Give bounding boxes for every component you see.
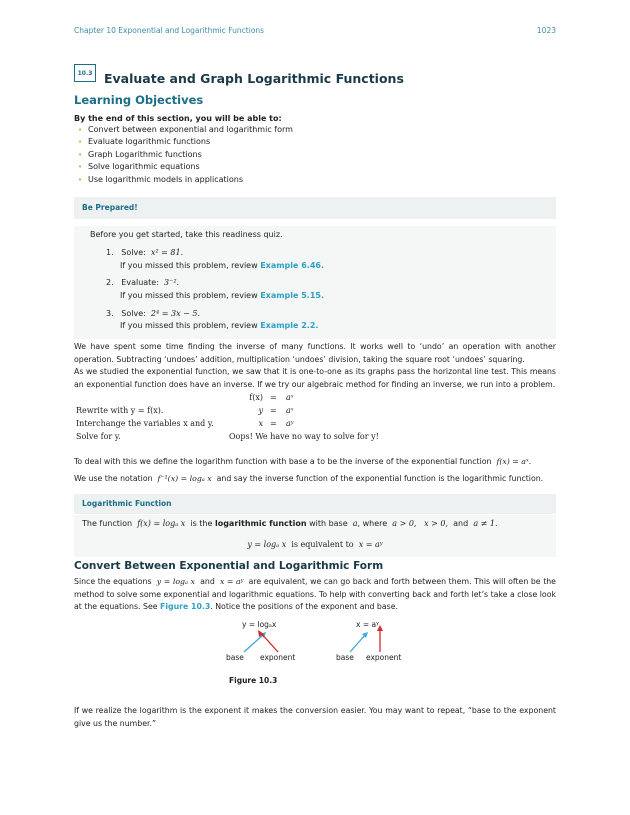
inverse-steps-table [74,393,474,453]
objectives-intro: By the end of this section, you will be able to: [74,114,282,123]
text-run: , where [357,519,388,528]
text-run: and say the inverse function of the exponential function is the logarithmic function. [216,474,544,483]
math-run: x = aʸ [219,577,244,586]
quiz-review-3 [120,321,318,330]
step-rhs: aˣ [286,393,294,402]
figure-10-3 [220,616,420,676]
log-function-box-title: Logarithmic Function [74,494,556,514]
quiz-item-2 [106,278,179,287]
step-label: Rewrite with y = f(x). [76,406,164,415]
objective-item: • Use logarithmic models in applications [78,174,293,186]
step-rhs: aˣ [286,406,294,415]
running-header-chapter: Chapter 10 Exponential and Logarithmic Functions [74,26,265,35]
quiz-num: 1. [106,248,114,257]
text-run: is equivalent to [291,540,354,549]
section-title: Evaluate and Graph Logarithmic Functions [104,71,404,86]
figure-label-exponent: exponent [366,653,402,662]
paragraph-inverse-intro: We have spent some time finding the inverse of many functions. It works well to ‘undo’ an operation with another operation. Subtracting ‘undoes’ addition, multiplication ‘undoes’ division, taking the square root ‘undoes’ squaring. [74,342,556,364]
objectives-list [78,124,293,186]
objective-item: • Solve logarithmic equations [78,161,293,173]
text-run: . Notice the positions of the exponent and base. [210,602,398,612]
math-run: y = logₐ x [156,577,195,586]
text-run: is the [190,519,213,528]
arrow-log-base [244,634,264,652]
figure-label-base: base [226,653,244,662]
objective-item: • Convert between exponential and logarithmic form [78,124,293,136]
quiz-math: 2⁴ = 3x − 5. [150,309,201,318]
step-eq: = [270,406,277,415]
example-link[interactable]: Example 6.46. [260,261,325,270]
quiz-label: Solve: [121,248,146,257]
math-run: y = logₐ x [247,540,287,549]
paragraph-base-to-exponent: If we realize the logarithm is the exponent it makes the conversion easier. You may want to repeat, “base to the exponent give us the number.” [74,706,556,728]
step-eq: = [270,419,277,428]
figure-exp-equation: x = aʸ [356,620,379,629]
math-run: x = aʸ [358,540,383,549]
log-function-box [74,515,556,557]
math-run: a [352,519,358,528]
paragraph-define-log [74,456,556,469]
quiz-math: 3⁻². [164,278,180,287]
text-run: The function [82,519,133,528]
text-run: the method to solve some exponential and logarithmic equations. To help with converting back and forth let’s take a close look at the equations. See [74,577,556,612]
step-label: Solve for y. [76,432,121,441]
math-run: f(x) = logₐ x [137,519,186,528]
text-run: and [453,519,469,528]
figure-log-equation: y = logₐx [242,620,277,629]
quiz-review-1 [120,261,324,270]
quiz-label: Solve: [121,309,146,318]
text-run: are equivalent, we can go back and forth between them. This will often be [248,577,541,586]
figure-label-base: base [336,653,354,662]
text-run: with base [309,519,348,528]
section-number-badge: 10.3 [74,64,96,82]
text-run: We use the notation [74,474,153,483]
step-lhs: Oops! We have no way to solve for y! [229,432,379,441]
quiz-item-1 [106,248,183,257]
paragraph-exponential: As we studied the exponential function, we saw that it is one-to-one as its graphs pass the horizontal line test. This means an exponential function does have an inverse. If we try our algebraic method for finding an inverse, we run into a problem. [74,367,556,389]
math-run: x > 0, [424,519,449,528]
review-text: If you missed this problem, review [120,261,258,270]
review-text: If you missed this problem, review [120,321,258,330]
quiz-num: 2. [106,278,114,287]
quiz-num: 3. [106,309,114,318]
prepared-intro: Before you get started, take this readiness quiz. [90,230,283,239]
step-lhs: f(x) [249,393,263,402]
step-lhs: y [258,406,263,415]
log-equivalence [74,540,556,549]
figure-link[interactable]: Figure 10.3 [160,602,211,612]
quiz-review-2 [120,291,324,300]
objective-item: • Graph Logarithmic functions [78,149,293,161]
quiz-item-3 [106,309,200,318]
paragraph-convert [74,576,556,614]
convert-heading: Convert Between Exponential and Logarithmic Form [74,560,384,572]
learning-objectives-heading: Learning Objectives [74,93,204,107]
text-run: Since the equations [74,577,152,586]
text-run: and [200,577,215,586]
arrow-exp-base [350,634,366,652]
math-run: f(x) = aˣ. [496,457,532,466]
text-run: To deal with this we define the logarithm function with base a to be the inverse of the exponential function [74,457,492,466]
step-rhs: aʸ [286,419,294,428]
figure-arrows [220,616,420,656]
bold-term: logarithmic function [214,519,307,528]
example-link[interactable]: Example 5.15. [260,291,325,300]
log-definition [82,519,498,528]
math-run: f⁻¹(x) = logₐ x [157,474,212,483]
step-lhs: x [258,419,263,428]
arrow-log-exponent [260,632,278,652]
page-number: 1023 [536,26,556,35]
be-prepared-title: Be Prepared! [74,197,556,219]
quiz-label: Evaluate: [121,278,159,287]
objective-item: • Evaluate logarithmic functions [78,136,293,148]
figure-label-exponent: exponent [260,653,296,662]
figure-caption: Figure 10.3 [229,676,278,685]
arrow-exp-exponent-head [377,625,383,631]
be-prepared-box [74,226,556,339]
step-eq: = [270,393,277,402]
example-link[interactable]: Example 2.2. [260,321,319,330]
math-run: a > 0, [392,519,417,528]
review-text: If you missed this problem, review [120,291,258,300]
step-label: Interchange the variables x and y. [76,419,214,428]
math-run: a ≠ 1. [473,519,498,528]
paragraph-notation [74,473,556,486]
quiz-math: x² = 81. [150,248,184,257]
